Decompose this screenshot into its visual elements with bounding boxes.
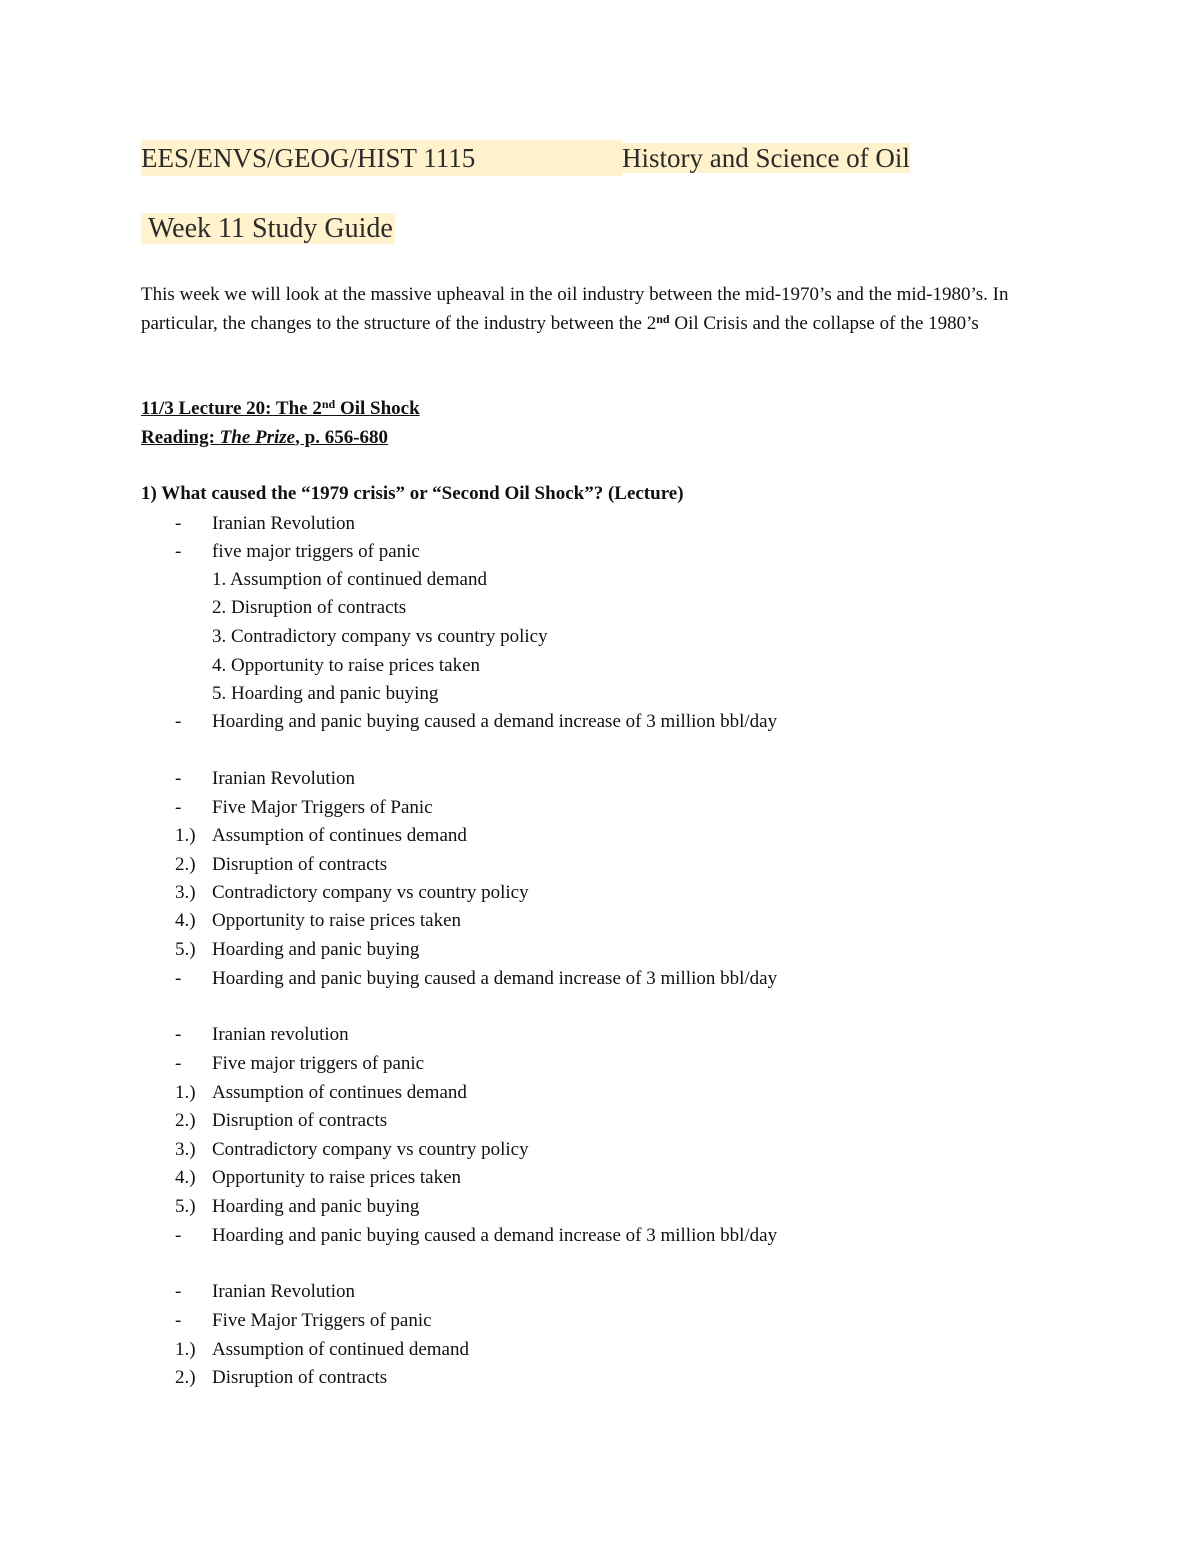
list-item-text: Opportunity to raise prices taken [212,1167,462,1188]
list-item-text: Iranian Revolution [212,768,355,789]
list-item-text: Iranian Revolution [212,513,355,534]
list-marker: - [175,1281,182,1302]
list-item-text: Hoarding and panic buying [212,939,420,960]
list-marker: 1.) [175,825,196,846]
week-title-block [141,210,395,248]
list-marker: 1.) [175,1339,196,1360]
list-item-text: Hoarding and panic buying caused a demand increase of 3 million bbl/day [212,711,778,732]
list-marker: 5.) [175,939,196,960]
reading-label: Reading: [141,426,220,448]
list-item-text: Disruption of contracts [212,1367,388,1388]
list-item-text: Assumption of continued demand [212,1339,469,1360]
course-title: History and Science of Oil [622,143,910,173]
list-marker: - [175,541,182,562]
list-marker: 1.) [175,1082,196,1103]
list-item-text: Hoarding and panic buying caused a demand increase of 3 million bbl/day [212,1225,778,1246]
list-marker: - [175,711,182,732]
list-item-text: five major triggers of panic [212,541,420,562]
list-marker: - [175,968,182,989]
list-marker: 2.) [175,1367,196,1388]
list-item-text: Five Major Triggers of panic [212,1310,432,1331]
list-marker: 2.) [175,854,196,875]
lecture-title-before: 11/3 Lecture 20: The 2 [141,398,322,419]
intro-paragraph [141,281,1061,338]
lecture-superscript: nd [321,397,336,411]
lecture-title [141,395,420,424]
list-item-text: Hoarding and panic buying [212,1196,420,1217]
list-item-text: Contradictory company vs country policy [212,882,529,903]
course-code: EES/ENVS/GEOG/HIST 1115 [141,140,622,176]
list-marker: 3.) [175,1139,196,1160]
reading-pages: , p. 656-680 [295,426,389,448]
list-marker: - [175,1053,182,1074]
list-item-text: 2. Disruption of contracts [212,597,407,618]
list-item-text: 3. Contradictory company vs country policy [212,626,548,647]
list-marker: - [175,768,182,789]
question-1: 1) What caused the “1979 crisis” or “Second Oil Shock”? (Lecture) [141,483,684,504]
list-item-text: 4. Opportunity to raise prices taken [212,655,481,676]
reading-line [141,424,420,453]
week-title: Week 11 Study Guide [141,213,395,244]
course-header [141,140,910,176]
list-item-text: Hoarding and panic buying caused a demand increase of 3 million bbl/day [212,968,778,989]
intro-text-after: Oil Crisis and the collapse of the 1980’s [669,312,979,334]
list-marker: - [175,797,182,818]
list-item-text: Disruption of contracts [212,1110,388,1131]
intro-text-before: This week we will look at the massive upheaval in the oil industry between the mid-1970’s and the mid-1980’s. In particular, the changes to the structure of the industry between the 2 [141,284,1009,334]
list-marker: 3.) [175,882,196,903]
list-item-text: 5. Hoarding and panic buying [212,683,439,704]
list-marker: 5.) [175,1196,196,1217]
list-item-text: Iranian Revolution [212,1281,355,1302]
lecture-heading [141,395,420,452]
list-marker: - [175,1310,182,1331]
list-marker: 2.) [175,1110,196,1131]
reading-book: The Prize [219,426,296,448]
lecture-title-after: Oil Shock [335,398,420,419]
list-item-text: Opportunity to raise prices taken [212,910,462,931]
list-item-text: Contradictory company vs country policy [212,1139,529,1160]
list-item-text: Five major triggers of panic [212,1053,425,1074]
list-item-text: Assumption of continues demand [212,1082,467,1103]
list-marker: 4.) [175,910,196,931]
list-item-text: Assumption of continues demand [212,825,467,846]
list-item-text: 1. Assumption of continued demand [212,569,487,590]
list-marker: - [175,513,182,534]
intro-superscript: nd [656,311,670,326]
list-item-text: Disruption of contracts [212,854,388,875]
list-item-text: Iranian revolution [212,1024,349,1045]
list-item-text: Five Major Triggers of Panic [212,797,433,818]
list-marker: - [175,1225,182,1246]
list-marker: 4.) [175,1167,196,1188]
list-marker: - [175,1024,182,1045]
